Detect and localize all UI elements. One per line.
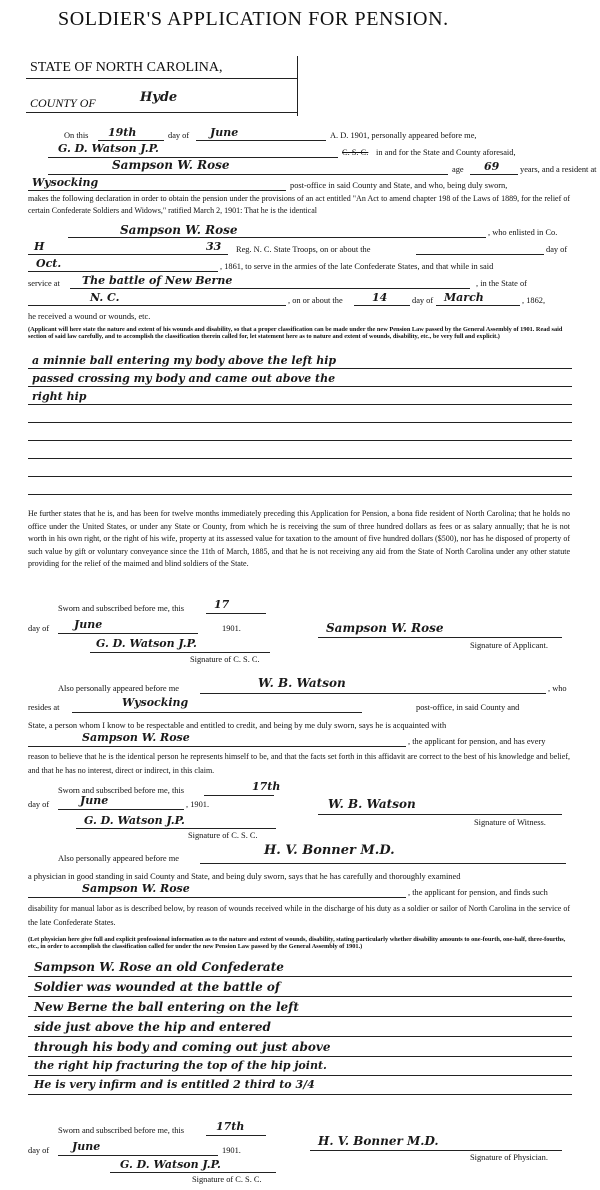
day-of-label-3: day of bbox=[412, 296, 434, 305]
county-label: COUNTY OF bbox=[30, 96, 96, 110]
ad-text: A. D. 1901, personally appeared before me, bbox=[330, 131, 477, 140]
witness-applicant-value: Sampson W. Rose bbox=[82, 731, 190, 744]
sworn1-month-value: June bbox=[74, 618, 103, 631]
applicant-signature: Sampson W. Rose bbox=[326, 621, 444, 635]
identical-name-value: Sampson W. Rose bbox=[120, 223, 238, 237]
day-of-label: day of bbox=[168, 131, 190, 140]
enlist-year-text: , 1861, to serve in the armies of the late Confederate States, and that while in said bbox=[220, 262, 494, 271]
service-value: The battle of New Berne bbox=[82, 274, 233, 287]
regiment-text: Reg. N. C. State Troops, on or about the bbox=[236, 245, 371, 254]
physician-statement-line-1: Sampson W. Rose an old Confederate bbox=[34, 960, 284, 974]
document-title: SOLDIER'S APPLICATION FOR PENSION. bbox=[58, 8, 449, 30]
witness-resides-label: resides at bbox=[28, 703, 60, 712]
witness-postoffice-text: post-office, in said County and bbox=[416, 703, 520, 712]
company-value: H bbox=[34, 240, 45, 253]
instructions-applicant: (Applicant will here state the nature and extent of his wounds and disability, so that a proper classification can be made under the new Pension Law passed by the General Assembly of 1901. Read said section of said law carefully, and to accomplish the classification therein called for, let statement here as to nature and extent of wounds, disability, etc., be very full and explicit.) bbox=[28, 326, 563, 341]
witness-residence-value: Wysocking bbox=[122, 696, 189, 709]
sworn3-day-of: day of bbox=[28, 1146, 50, 1155]
witness-name-value: W. B. Watson bbox=[258, 676, 346, 690]
sworn1-label: Sworn and subscribed before me, this bbox=[58, 604, 185, 613]
applicant-name-value: Sampson W. Rose bbox=[112, 158, 230, 172]
in-and-for-text: in and for the State and County aforesaid, bbox=[376, 148, 516, 157]
physician-statement-line-7: He is very infirm and is entitled 2 third to 3/4 bbox=[34, 1078, 315, 1091]
intro-line5: post-office in said County and State, and who, being duly sworn, bbox=[290, 181, 508, 190]
on-this-label: On this bbox=[64, 131, 89, 140]
wound-statement-line-2: passed crossing my body and came out above the bbox=[32, 372, 336, 385]
sworn3-day-value: 17th bbox=[216, 1120, 245, 1133]
witness-line3: State, a person whom I know to be respectable and entitled to credit, and being by me duly sworn, says he is acquainted with bbox=[28, 721, 447, 730]
state-of-text: , in the State of bbox=[476, 279, 527, 288]
witness-also-label: Also personally appeared before me bbox=[58, 684, 179, 693]
csc-label: C. S. C. bbox=[342, 148, 369, 157]
service-at-label: service at bbox=[28, 279, 60, 288]
sworn1-officer-label: Signature of C. S. C. bbox=[190, 655, 260, 664]
sworn1-day-value: 17 bbox=[214, 598, 230, 611]
physician-statement-line-5: through his body and coming out just above bbox=[34, 1040, 331, 1054]
wound-year-text: , 1862, bbox=[522, 296, 546, 305]
physician-statement-line-4: side just above the hip and entered bbox=[34, 1020, 271, 1034]
service-state-value: N. C. bbox=[90, 291, 120, 304]
wound-day-value: 14 bbox=[372, 291, 388, 304]
sworn3-officer-label: Signature of C. S. C. bbox=[192, 1175, 262, 1184]
sworn2-year: , 1901. bbox=[186, 800, 210, 809]
wound-line: he received a wound or wounds, etc. bbox=[28, 312, 151, 321]
physician-signature-label: Signature of Physician. bbox=[470, 1153, 548, 1162]
years-text: years, and a resident at bbox=[520, 165, 597, 174]
physician-signature: H. V. Bonner M.D. bbox=[318, 1134, 439, 1148]
day-of-label-2: day of bbox=[546, 245, 568, 254]
intro-day-value: 19th bbox=[108, 126, 137, 139]
county-value: Hyde bbox=[140, 90, 178, 105]
on-or-about-text: , on or about the bbox=[288, 296, 343, 305]
sworn1-day-of: day of bbox=[28, 624, 50, 633]
sworn3-year: 1901. bbox=[222, 1146, 241, 1155]
enlist-month-value: Oct. bbox=[36, 257, 62, 270]
age-value: 69 bbox=[484, 160, 500, 173]
instructions-physician: (Let physician here give full and explicit professional information as to the nature and extent of wounds, disability, stating particularly whether disability amounts to one-fourth, one-half, three-fourths, etc., in order to accomplish the classification called for under the new Pension Law passed by the General Assembly of 1901.) bbox=[28, 936, 566, 951]
residence-value: Wysocking bbox=[32, 176, 99, 189]
regiment-value: 33 bbox=[206, 240, 222, 253]
sworn2-officer-signature: G. D. Watson J.P. bbox=[84, 814, 185, 827]
physician-applicant-value: Sampson W. Rose bbox=[82, 882, 190, 895]
further-statement: He further states that he is, and has been for twelve months immediately preceding this Application for Pension, a bona fide resident of North Carolina; that he holds no office under the United States, or under any State or County, from which he is receiving the sum of three hundred dollars as fees or as salary annually; that he is not worth in his own right, or the right of his wife, property at its assessed value for taxation to the amount of five hundred dollars ($500), nor has he disposed of property of such value by gift or voluntary conveyance since the 11th of March, 1885, and that he is not receiving any aid from the State of North Carolina under any other statute providing for the relief of the maimed and blind soldiers of the State. bbox=[28, 509, 570, 569]
state-heading: STATE OF NORTH CAROLINA, bbox=[30, 60, 223, 75]
witness-line5: reason to believe that he is the identical person he represents himself to be, and that the facts set forth in this affidavit are correct to the best of his knowledge and belief, and that he has no interest, direct or indirect, in this claim. bbox=[28, 752, 570, 775]
physician-line4: disability for manual labor as is described below, by reason of wounds received while in the discharge of his duty as a soldier or sailor of North Carolina in the service of the late Confederate States. bbox=[28, 904, 570, 927]
wound-month-value: March bbox=[444, 291, 484, 304]
sworn2-day-value: 17th bbox=[252, 780, 281, 793]
enlisted-text: , who enlisted in Co. bbox=[488, 228, 558, 237]
age-label: age bbox=[452, 165, 464, 174]
sworn2-day-of: day of bbox=[28, 800, 50, 809]
physician-line2: a physician in good standing in said County and State, and being duly sworn, says that he has carefully and thoroughly examined bbox=[28, 872, 461, 881]
wound-statement-line-3: right hip bbox=[32, 390, 87, 403]
intro-month-value: June bbox=[210, 126, 239, 139]
witness-signature: W. B. Watson bbox=[328, 797, 416, 811]
sworn2-label: Sworn and subscribed before me, this bbox=[58, 786, 185, 795]
intro-paragraph: makes the following declaration in order to obtain the pension under the provisions of an act entitled "An Act to amend chapter 198 of the Laws of 1889, for the relief of certain Confederate Soldiers and Widows," ratified March 2, 1901: That he is the identical bbox=[28, 194, 570, 216]
physician-statement-line-2: Soldier was wounded at the battle of bbox=[34, 980, 281, 994]
physician-also-label: Also personally appeared before me bbox=[58, 854, 179, 863]
witness-applicant-text: , the applicant for pension, and has every bbox=[408, 737, 546, 746]
witness-signature-label: Signature of Witness. bbox=[474, 818, 546, 827]
sworn3-label: Sworn and subscribed before me, this bbox=[58, 1126, 185, 1135]
physician-statement-line-6: the right hip fracturing the top of the hip joint. bbox=[34, 1059, 327, 1072]
physician-name-value: H. V. Bonner M.D. bbox=[264, 843, 395, 858]
physician-statement-line-3: New Berne the ball entering on the left bbox=[34, 1000, 299, 1014]
sworn2-month-value: June bbox=[80, 794, 109, 807]
sworn1-year: 1901. bbox=[222, 624, 241, 633]
sworn1-officer-signature: G. D. Watson J.P. bbox=[96, 637, 197, 650]
sworn3-officer-signature: G. D. Watson J.P. bbox=[120, 1158, 221, 1171]
witness-who: , who bbox=[548, 684, 567, 693]
sworn2-officer-label: Signature of C. S. C. bbox=[188, 831, 258, 840]
officer-value: G. D. Watson J.P. bbox=[58, 142, 159, 155]
applicant-signature-label: Signature of Applicant. bbox=[470, 641, 548, 650]
sworn3-month-value: June bbox=[72, 1140, 101, 1153]
wound-statement-line-1: a minnie ball entering my body above the left hip bbox=[32, 354, 337, 367]
physician-applicant-text: , the applicant for pension, and finds such bbox=[408, 888, 548, 897]
